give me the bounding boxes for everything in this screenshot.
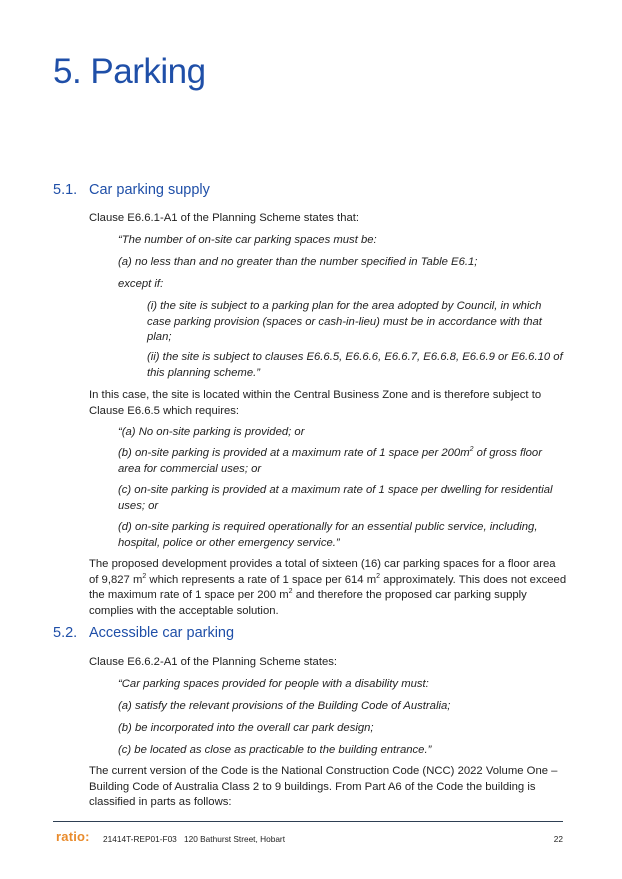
footer [53,829,563,849]
page-number: 22 [553,834,563,844]
quote-line: (b) be incorporated into the overall car park design; [118,722,374,734]
quote-line: (c) on-site parking is provided at a maximum rate of 1 space per dwelling for residential uses; or [118,484,553,512]
paragraph-cbz: In this case, the site is located within the Central Business Zone and is therefore subject to Clause E6.6.5 which requires: [89,389,542,417]
quote-line: (b) on-site parking is provided at a maximum rate of 1 space per $200m^2$ of gross floor area for commercial uses; or [118,446,542,475]
document-reference: 21414T-REP01-F03 [103,834,177,844]
section-title: Car parking supply [89,182,210,198]
quote-subclause: (i) the site is subject to a parking plan for the area adopted by Council, in which case parking provision (spaces or cash-in-lieu) must be in accordance with that plan; [147,300,542,344]
paragraph-ncc: The current version of the Code is the National Construction Code (NCC) 2022 Volume One – Building Code of Australia Class 2 to 9 buildings. From Part A6 of the Code the building is classified in parts as follows: [89,765,558,809]
project-address: 120 Bathurst Street, Hobart [184,834,286,844]
footer-divider [53,821,563,822]
paragraph-clause-intro: Clause E6.6.1-A1 of the Planning Scheme states that: [89,212,360,224]
section-heading-5-1 [53,182,210,198]
section-number: 5.2. [53,625,78,641]
quote-line: except if: [118,278,164,290]
quote-line: “Car parking spaces provided for people with a disability must: [118,678,429,690]
quote-line: (a) satisfy the relevant provisions of the Building Code of Australia; [118,700,451,712]
paragraph-clause-intro: Clause E6.6.2-A1 of the Planning Scheme states: [89,656,338,668]
quote-line: (c) be located as close as practicable to the building entrance.” [118,744,432,756]
paragraph-proposed-development: The proposed development provides a total of sixteen (16) car parking spaces for a floor area of 9,827 $m^2$ which represents a rate of 1 space per 614 $m^2$ approximately. This does not exceed the maximum rate of 1 space per 200 $m^2$ and therefore the proposed car parking supply complies with the acceptable solution. [89,558,567,617]
quote-subclause: (ii) the site is subject to clauses E6.6.5, E6.6.6, E6.6.7, E6.6.8, E6.6.9 or E6.6.10 of this planning scheme.” [147,351,563,379]
quote-line: “(a) No on-site parking is provided; or [118,426,305,438]
quote-line: (a) no less than and no greater than the number specified in Table E6.1; [118,256,478,268]
section-heading-5-2 [53,625,234,641]
quote-line: “The number of on-site car parking spaces must be: [118,234,377,246]
section-number: 5.1. [53,182,78,198]
quote-line: (d) on-site parking is required operationally for an essential public service, including, hospital, police or other emergency service.” [118,521,538,549]
page-title: 5. Parking [53,52,206,91]
section-title: Accessible car parking [89,625,235,641]
ratio-logo: ratio: [56,829,90,844]
